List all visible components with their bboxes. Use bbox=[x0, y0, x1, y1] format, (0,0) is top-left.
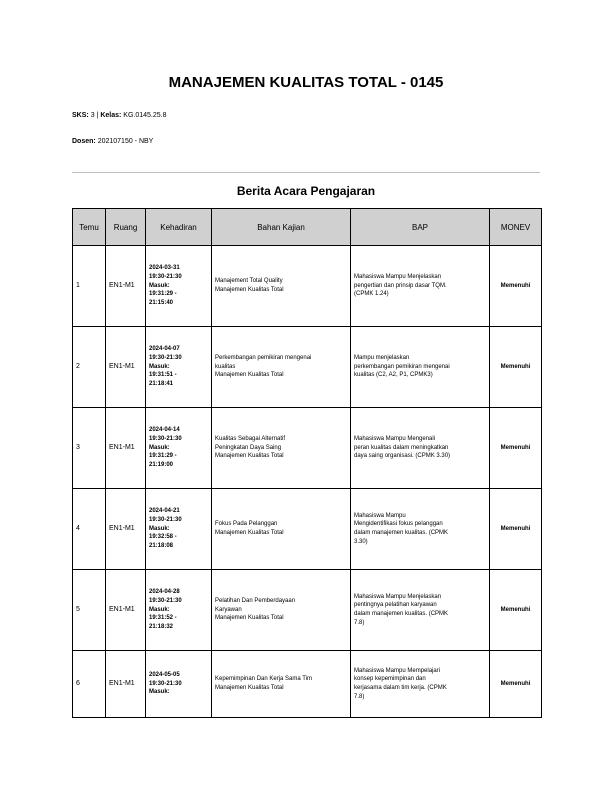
bahan-line: Karyawan bbox=[215, 606, 242, 613]
bap-line: konsep kepemimpinan dan bbox=[354, 676, 426, 683]
kelas-value: KG.0145.25.8 bbox=[123, 112, 167, 119]
cell-ruang: EN1-M1 bbox=[106, 570, 146, 651]
kehadiran-line: 19:32:58 - bbox=[149, 534, 177, 541]
bahan-line: Kepemimpinan Dan Kerja Sama Tim bbox=[215, 676, 313, 683]
section-divider bbox=[72, 172, 540, 173]
bap-line: Mahasiswa Mampu Menjelaskan bbox=[354, 593, 442, 600]
dosen-value: 202107150 - NBY bbox=[97, 138, 154, 145]
kehadiran-line: 21:18:08 bbox=[149, 543, 174, 550]
kehadiran-line: 19:31:51 - bbox=[149, 372, 177, 379]
bap-line: kerjasama dalam tim kerja. (CPMK bbox=[354, 685, 447, 691]
kehadiran-line: Masuk: bbox=[149, 606, 170, 613]
kehadiran-line: 2024-04-21 bbox=[149, 508, 180, 515]
bap-line: dalam manajemen kualitas. (CPMK bbox=[354, 530, 449, 536]
cell-ruang: EN1-M1 bbox=[106, 246, 146, 327]
cell-monev: Memenuhi bbox=[490, 327, 542, 408]
kehadiran-line: 19:30-21:30 bbox=[149, 516, 182, 523]
kehadiran-line: Masuk: bbox=[149, 525, 170, 532]
document-title: MANAJEMEN KUALITAS TOTAL - 0145 bbox=[168, 74, 444, 91]
bap-line: Mahasiswa Mampu Mengenali bbox=[354, 435, 436, 442]
kehadiran-line: 21:18:41 bbox=[149, 381, 174, 388]
bahan-line: Peningkatan Daya Saing bbox=[215, 444, 282, 451]
bap-line: Mahasiswa Mampu Menjelaskan bbox=[354, 273, 442, 280]
cell-ruang: EN1-M1 bbox=[106, 408, 146, 489]
bap-line: pengertian dan prinsip dasar TQM. bbox=[354, 282, 447, 289]
bap-line: peran kualitas dalam meningkatkan bbox=[354, 444, 449, 451]
cell-bap bbox=[351, 408, 490, 489]
cell-bap bbox=[351, 651, 490, 718]
cell-bahan-kajian bbox=[212, 408, 351, 489]
kehadiran-line: 19:31:29 - bbox=[149, 453, 177, 460]
bap-line: Mahasiswa Mampu bbox=[354, 512, 406, 519]
cell-kehadiran bbox=[146, 489, 212, 570]
bahan-line: Manajemen Kualitas Total bbox=[215, 685, 284, 691]
kehadiran-line: 2024-04-14 bbox=[149, 427, 180, 434]
kehadiran-line: 2024-04-28 bbox=[149, 589, 180, 596]
kehadiran-line: Masuk: bbox=[149, 282, 170, 289]
teaching-report-table bbox=[72, 208, 542, 718]
sks-label: SKS: bbox=[72, 112, 89, 119]
cell-kehadiran bbox=[146, 246, 212, 327]
table-row bbox=[73, 570, 542, 651]
bap-line: Mampu menjelaskan bbox=[354, 354, 410, 361]
kehadiran-line: 2024-03-31 bbox=[149, 265, 180, 272]
bahan-line: Manajement Total Quality bbox=[215, 278, 283, 285]
bahan-line: kualitas bbox=[215, 363, 236, 370]
bahan-line: Manajemen Kualitas Total bbox=[215, 287, 284, 293]
bahan-line: Pelatihan Dan Pemberdayaan bbox=[215, 597, 296, 604]
column-header-bap: BAP bbox=[351, 209, 490, 246]
kehadiran-line: 19:30-21:30 bbox=[149, 354, 182, 361]
cell-monev: Memenuhi bbox=[490, 489, 542, 570]
table-row bbox=[73, 489, 542, 570]
cell-bap bbox=[351, 570, 490, 651]
kehadiran-line: 2024-04-07 bbox=[149, 346, 180, 353]
kehadiran-line: Masuk: bbox=[149, 363, 170, 370]
cell-temu: 1 bbox=[73, 246, 106, 327]
kehadiran-line: 19:30-21:30 bbox=[149, 680, 182, 687]
bahan-line: Perkembangan pemikiran mengenai bbox=[215, 354, 312, 361]
kehadiran-line: 2024-05-05 bbox=[149, 671, 180, 678]
kehadiran-line: Masuk: bbox=[149, 689, 170, 696]
cell-monev: Memenuhi bbox=[490, 651, 542, 718]
cell-bahan-kajian bbox=[212, 651, 351, 718]
bap-line: daya saing organisasi. (CPMK 3.30) bbox=[354, 453, 451, 460]
bahan-line: Kualitas Sebagai Alternatif bbox=[215, 435, 286, 442]
cell-bahan-kajian bbox=[212, 489, 351, 570]
cell-kehadiran bbox=[146, 408, 212, 489]
dosen-label: Dosen: bbox=[72, 138, 96, 145]
column-header-monev: MONEV bbox=[490, 209, 542, 246]
bap-line: dalam manajemen kualitas. (CPMK bbox=[354, 611, 449, 617]
table-row bbox=[73, 408, 542, 489]
kelas-label: Kelas: bbox=[100, 112, 122, 119]
kehadiran-line: 21:15:40 bbox=[149, 300, 174, 307]
sks-value: 3 bbox=[90, 112, 95, 119]
bahan-line: Manajemen Kualitas Total bbox=[215, 453, 284, 460]
cell-ruang: EN1-M1 bbox=[106, 489, 146, 570]
cell-bap bbox=[351, 489, 490, 570]
kehadiran-line: 21:19:00 bbox=[149, 462, 174, 469]
bahan-line: Manajemen Kualitas Total bbox=[215, 530, 284, 536]
kehadiran-line: 19:31:29 - bbox=[149, 291, 177, 298]
cell-monev: Memenuhi bbox=[490, 408, 542, 489]
bap-line: 7.8) bbox=[354, 619, 365, 626]
cell-kehadiran bbox=[146, 651, 212, 718]
bap-line: Mengidentifikasi fokus pelanggan bbox=[354, 521, 443, 528]
bap-line: Mahasiswa Mampu Mempelajari bbox=[354, 667, 441, 674]
course-meta bbox=[72, 112, 167, 119]
kehadiran-line: 19:31:52 - bbox=[149, 615, 177, 622]
cell-ruang: EN1-M1 bbox=[106, 651, 146, 718]
column-header-kehadiran: Kehadiran bbox=[146, 209, 212, 246]
bap-line: kualitas (C2, A2, P1, CPMK3) bbox=[354, 372, 433, 379]
cell-monev: Memenuhi bbox=[490, 246, 542, 327]
table-row bbox=[73, 246, 542, 327]
cell-temu: 6 bbox=[73, 651, 106, 718]
bap-line: pentingnya pelatihan karyawan bbox=[354, 602, 437, 609]
cell-temu: 2 bbox=[73, 327, 106, 408]
kehadiran-line: 19:30-21:30 bbox=[149, 273, 182, 280]
cell-bap bbox=[351, 246, 490, 327]
kehadiran-line: 21:18:32 bbox=[149, 624, 174, 631]
cell-kehadiran bbox=[146, 570, 212, 651]
bap-line: (CPMK 1.24) bbox=[354, 291, 389, 298]
section-title: Berita Acara Pengajaran bbox=[236, 184, 376, 198]
cell-kehadiran bbox=[146, 327, 212, 408]
cell-bahan-kajian bbox=[212, 327, 351, 408]
cell-monev: Memenuhi bbox=[490, 570, 542, 651]
cell-temu: 3 bbox=[73, 408, 106, 489]
bahan-line: Manajemen Kualitas Total bbox=[215, 372, 284, 379]
bap-line: 3.30) bbox=[354, 538, 368, 545]
table-row bbox=[73, 651, 542, 718]
bap-line: perkembangan pemikiran mengenai bbox=[354, 363, 450, 370]
table-header-row bbox=[73, 209, 542, 246]
column-header-temu: Temu bbox=[73, 209, 106, 246]
cell-ruang: EN1-M1 bbox=[106, 327, 146, 408]
column-header-bahan-kajian: Bahan Kajian bbox=[212, 209, 351, 246]
table-row bbox=[73, 327, 542, 408]
column-header-ruang: Ruang bbox=[106, 209, 146, 246]
bahan-line: Fokus Pada Pelanggan bbox=[215, 521, 278, 528]
kehadiran-line: 19:30-21:30 bbox=[149, 435, 182, 442]
cell-bahan-kajian bbox=[212, 246, 351, 327]
cell-bap bbox=[351, 327, 490, 408]
bap-line: 7.8) bbox=[354, 693, 365, 700]
cell-temu: 4 bbox=[73, 489, 106, 570]
lecturer-meta bbox=[72, 138, 153, 145]
kehadiran-line: Masuk: bbox=[149, 444, 170, 451]
cell-temu: 5 bbox=[73, 570, 106, 651]
meta-separator: | bbox=[96, 112, 99, 119]
cell-bahan-kajian bbox=[212, 570, 351, 651]
kehadiran-line: 19:30-21:30 bbox=[149, 597, 182, 604]
bahan-line: Manajemen Kualitas Total bbox=[215, 615, 284, 622]
